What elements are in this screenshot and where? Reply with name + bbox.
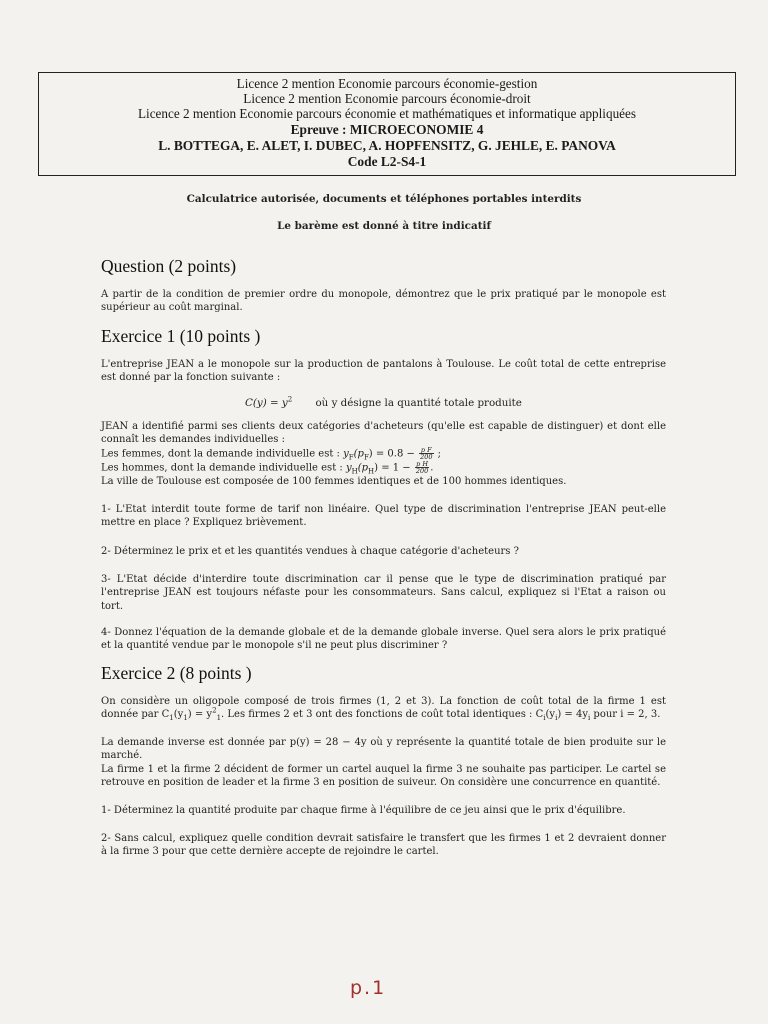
exercise-1-intro: L'entreprise JEAN a le monopole sur la production de pantalons à Toulouse. Le coût total de cette entreprise est donné par la fonction suivante : xyxy=(101,359,666,384)
ex2-intro-f-sub: i xyxy=(587,714,591,723)
cost-function-lhs: C(y) = y xyxy=(245,397,288,409)
exercise-1-demands xyxy=(101,420,666,488)
header-line-3: Licence 2 mention Economie parcours économie et mathématiques et informatique appliquées xyxy=(137,106,636,122)
men-fraction-denominator: 200 xyxy=(415,467,429,476)
cost-function-description: où y désigne la quantité totale produite xyxy=(315,397,522,409)
ex2-intro-b-sub: 1 xyxy=(183,714,188,723)
ex2-intro-c-sup: 2 xyxy=(212,707,217,716)
men-fraction-numerator: p H xyxy=(416,459,429,468)
exercise-2-title: Exercice 2 (8 points ) xyxy=(101,663,252,683)
ex2-intro-a: On considère un oligopole composé de trois firmes (1, 2 et 3). La fonction de coût total de la firme 1 est donnée par C xyxy=(101,696,666,721)
cost-function xyxy=(245,397,522,409)
town-population: La ville de Toulouse est composée de 100 femmes identiques et de 100 hommes identiques. xyxy=(101,475,567,487)
bareme-notice: Le barème est donné à titre indicatif xyxy=(277,220,491,232)
ex2-intro-c: ) = y xyxy=(187,709,213,721)
men-demand-end: . xyxy=(430,462,434,474)
question-text: A partir de la condition de premier ordre du monopole, démontrez que le prix pratiqué par le monopole est supérieur au coût marginal. xyxy=(101,289,666,314)
women-demand-arg-sub: F xyxy=(363,453,369,462)
men-demand-text: Les hommes, dont la demande individuelle est : xyxy=(101,462,346,474)
ex2-intro-a-sub: 1 xyxy=(169,714,174,723)
header-line-1: Licence 2 mention Economie parcours économie-gestion xyxy=(236,76,538,91)
men-demand xyxy=(101,461,666,475)
men-demand-var: y xyxy=(345,462,352,474)
women-fraction-denominator: 200 xyxy=(420,453,433,462)
ex2-intro-c-sub: 1 xyxy=(216,714,222,723)
header-line-2: Licence 2 mention Economie parcours économie-droit xyxy=(243,91,531,107)
men-demand-arg: (p xyxy=(357,462,369,474)
header-box xyxy=(38,72,736,176)
cost-function-exponent: 2 xyxy=(287,395,293,404)
women-demand-end: ; xyxy=(434,448,442,460)
ex2-intro-b: (y xyxy=(173,709,184,721)
ex2-intro-d: . Les firmes 2 et 3 ont des fonctions de coût total identiques : C xyxy=(221,709,544,721)
men-demand-arg-sub: H xyxy=(368,467,375,476)
women-demand-text: Les femmes, dont la demande individuelle est : xyxy=(101,448,344,460)
ex2-intro-f: ) = 4y xyxy=(557,709,588,721)
women-demand-arg: (p xyxy=(353,448,364,460)
exercise-1-question-2: 2- Déterminez le prix et et les quantités vendues à chaque catégorie d'acheteurs ? xyxy=(101,546,519,557)
men-demand-fraction xyxy=(415,461,429,475)
exercise-2-question-2: 2- Sans calcul, expliquez quelle condition devrait satisfaire le transfert que les firmes 1 et 2 devraient donner à la firme 3 pour que cette dernière accepte de rejoindre le cartel. xyxy=(101,833,666,858)
women-demand-var: y xyxy=(343,448,349,460)
exercise-2-demand: La demande inverse est donnée par p(y) = 28 − 4y où y représente la quantité totale de bien produite sur le marché. xyxy=(101,737,666,762)
ex2-intro-e-sub: i xyxy=(555,714,558,723)
question-title: Question (2 points) xyxy=(101,256,237,276)
calculator-notice: Calculatrice autorisée, documents et téléphones portables interdits xyxy=(186,193,582,205)
men-demand-rhs: ) = 1 − xyxy=(374,462,414,474)
men-demand-sub: H xyxy=(351,467,358,476)
exercise-1-question-1: 1- L'Etat interdit toute forme de tarif non linéaire. Quel type de discrimination l'entreprise JEAN peut-elle mettre en place ? Expliquez brièvement. xyxy=(101,504,666,529)
women-demand-fraction xyxy=(419,447,433,461)
exercise-2-intro xyxy=(101,695,666,722)
exam-title: Epreuve : MICROECONOMIE 4 xyxy=(290,121,484,137)
demand-intro: JEAN a identifié parmi ses clients deux catégories d'acheteurs (qu'elle est capable de distinguer) et dont elle connaît les demandes individuelles : xyxy=(101,421,666,446)
ex2-intro-d-sub: i xyxy=(543,714,546,723)
women-fraction-numerator: p F xyxy=(420,445,432,454)
exercise-2-question-1: 1- Déterminez la quantité produite par chaque firme à l'équilibre de ce jeu ainsi que le prix d'équilibre. xyxy=(101,805,626,816)
exercise-1-title: Exercice 1 (10 points ) xyxy=(101,326,261,346)
women-demand-rhs: ) = 0.8 − xyxy=(368,448,419,460)
exercise-1-question-4: 4- Donnez l'équation de la demande globale et de la demande globale inverse. Quel sera alors le prix pratiqué et la quantité vendue par le monopole s'il ne peut plus discriminer ? xyxy=(101,627,666,652)
ex2-intro-g: pour i = 2, 3. xyxy=(590,709,661,721)
handwritten-page-number: p.1 xyxy=(350,977,387,999)
exercise-1-question-3: 3- L'Etat décide d'interdire toute discrimination car il pense que le type de discrimination pratiqué par l'entreprise JEAN est toujours néfaste pour les consommateurs. Sans calcul, expliquez si l'Etat a raison ou tort. xyxy=(101,574,666,612)
exam-code: Code L2-S4-1 xyxy=(347,153,427,169)
ex2-intro-e: (y xyxy=(545,709,556,721)
women-demand xyxy=(101,447,666,461)
exercise-2-cartel: La firme 1 et la firme 2 décident de former un cartel auquel la firme 3 ne souhaite pas participer. Le cartel se retrouve en position de leader et la firme 3 en position de suiveur. On considère une concurrence en quantité. xyxy=(101,764,666,789)
women-demand-sub: F xyxy=(348,453,354,462)
authors: L. BOTTEGA, E. ALET, I. DUBEC, A. HOPFENSITZ, G. JEHLE, E. PANOVA xyxy=(158,137,616,153)
